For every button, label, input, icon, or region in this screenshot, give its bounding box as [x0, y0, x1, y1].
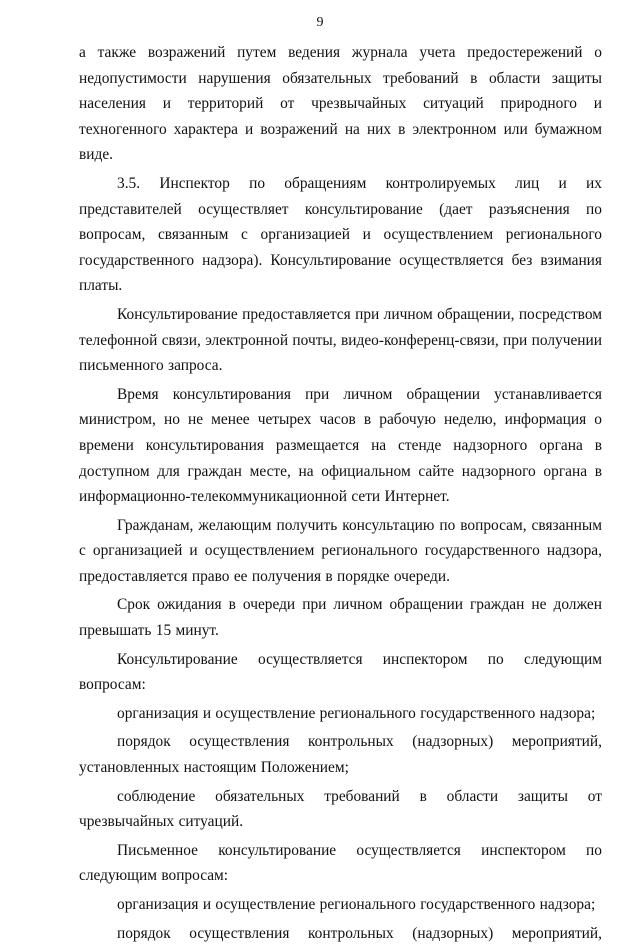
page-number: 9 — [316, 15, 324, 30]
paragraph-queue-right: Гражданам, желающим получить консультацию по вопросам, связанным с организацией и осуществлением регионального государственного надзора, предоставляется право ее получения в порядке очереди. — [79, 516, 602, 585]
list-item-control-procedure-written: порядок осуществления контрольных (надзорных) мероприятий, — [117, 924, 602, 942]
paragraph-continuation: а также возражений путем ведения журнала учета предостережений о недопустимости нарушения обязательных требований в области защиты населения и территорий от чрезвычайных ситуаций природного и техногенного характера и возражений на них в электронном или бумажном виде. — [79, 44, 602, 164]
paragraph-written-consultation-intro: Письменное консультирование осуществляется инспектором по следующим вопросам: — [79, 841, 602, 885]
paragraph-3-5: 3.5. Инспектор по обращениям контролируемых лиц и их представителей осуществляет консультирование (дает разъяснения по вопросам, связанным с организацией и осуществлением регионального государственного надзора). Консультирование осуществляется без взимания платы. — [79, 174, 602, 295]
paragraph-consultation-time: Время консультирования при личном обращении устанавливается министром, но не менее четырех часов в рабочую неделю, информация о времени консультирования размещается на стенде надзорного органа в доступном для граждан месте, на официальном сайте надзорного органа в информационно-телекоммуникационной сети Интернет. — [79, 385, 602, 506]
paragraph-waiting-time: Срок ожидания в очереди при личном обращении граждан не должен превышать 15 минут. — [79, 596, 602, 640]
list-item-organization-written: организация и осуществление регионального государственного надзора; — [117, 896, 596, 913]
list-item-compliance: соблюдение обязательных требований в области защиты от чрезвычайных ситуаций. — [79, 787, 602, 831]
document-body — [79, 40, 602, 949]
paragraph-consultation-methods: Консультирование предоставляется при личном обращении, посредством телефонной связи, электронной почты, видео-конференц-связи, при получении письменного запроса. — [79, 305, 602, 375]
list-item-control-procedure: порядок осуществления контрольных (надзорных) мероприятий, установленных настоящим Положением; — [79, 733, 602, 777]
list-item-organization: организация и осуществление регионального государственного надзора; — [117, 704, 596, 722]
paragraph-consultation-topics-intro: Консультирование осуществляется инспектором по следующим вопросам: — [79, 650, 602, 694]
